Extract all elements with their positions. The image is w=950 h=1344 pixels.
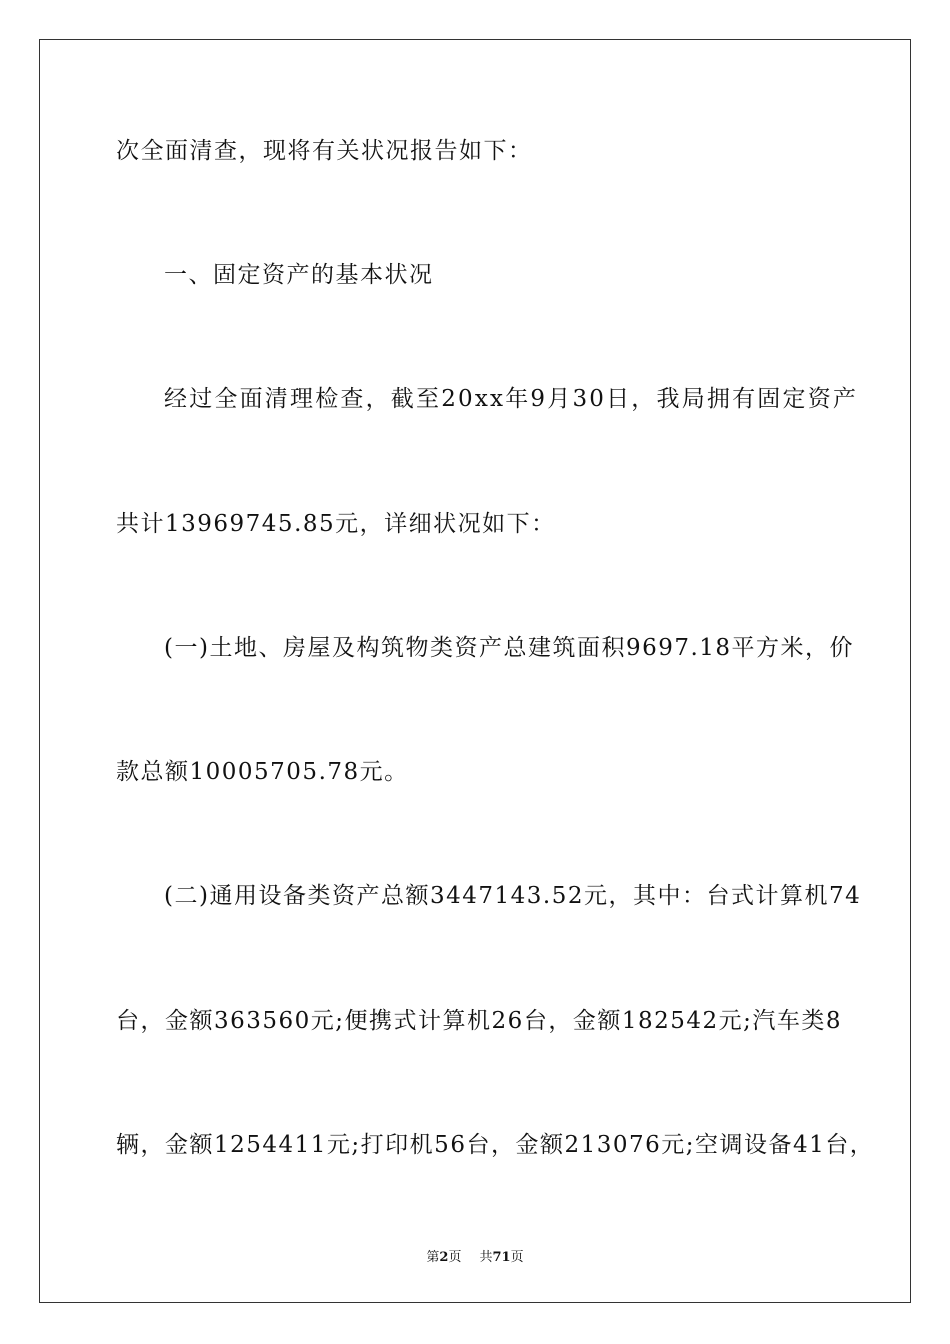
body-line-9: 辆，金额1254411元;打印机56台，金额213076元;空调设备41台， (116, 1132, 875, 1158)
body-line-4: 共计13969745.85元，详细状况如下： (116, 511, 556, 537)
total-prefix: 共 (479, 1250, 493, 1265)
section-heading: 一、固定资产的基本状况 (164, 262, 434, 288)
page-border (39, 39, 911, 1303)
body-line-7: (二)通用设备类资产总额3447143.52元，其中：台式计算机74 (164, 883, 862, 909)
body-line-8: 台，金额363560元;便携式计算机26台，金额182542元;汽车类8 (116, 1008, 842, 1034)
page-number: 2 (439, 1250, 449, 1265)
page-footer (0, 1246, 950, 1265)
page-prefix: 第 (426, 1250, 440, 1265)
body-line-3: 经过全面清理检查，截至20xx年9月30日，我局拥有固定资产 (164, 386, 859, 412)
total-suffix: 页 (510, 1250, 524, 1265)
total-pages: 71 (492, 1250, 511, 1265)
body-line-6: 款总额10005705.78元。 (116, 759, 409, 785)
page-suffix: 页 (448, 1250, 462, 1265)
body-line-5: (一)土地、房屋及构筑物类资产总建筑面积9697.18平方米，价 (164, 635, 855, 661)
body-line-1: 次全面清查，现将有关状况报告如下： (116, 138, 533, 164)
